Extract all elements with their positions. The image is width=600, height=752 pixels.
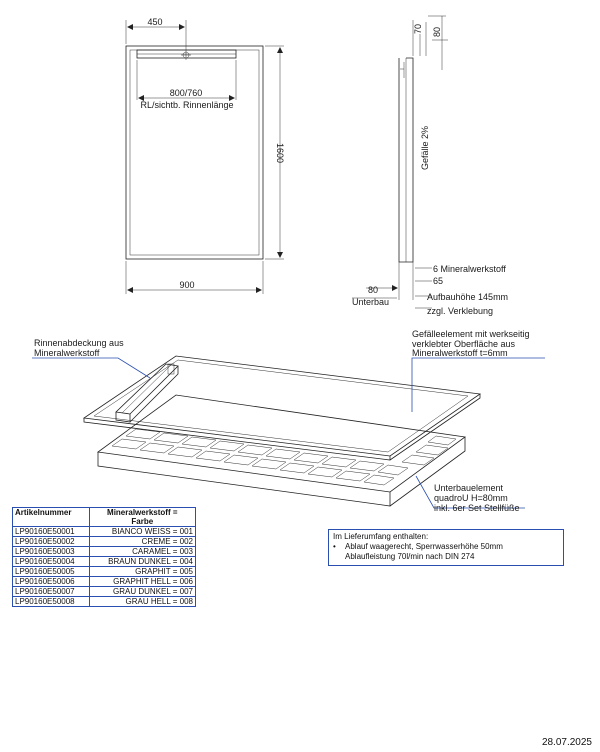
table-row [13, 527, 196, 537]
dim-65: 65 [433, 276, 444, 286]
article-number: LP90160E50001 [13, 527, 90, 537]
article-number: LP90160E50007 [13, 587, 90, 597]
header-article-number: Artikelnummer [13, 508, 90, 527]
delivery-scope-box [328, 529, 564, 566]
article-table [12, 507, 196, 607]
base-element-label-1: Unterbauelement [434, 483, 504, 493]
table-row [13, 567, 196, 577]
header-material-line2: Farbe [131, 517, 154, 526]
slope-element-label-2: verklebter Oberfläche aus [412, 339, 516, 349]
table-row [13, 597, 196, 607]
header-material-line1: Mineralwerkstoff = [107, 508, 178, 517]
delivery-title: Im Lieferumfang enthalten: [333, 532, 429, 541]
dim-80: 80 [368, 285, 379, 295]
article-number: LP90160E50008 [13, 597, 90, 607]
isometric-view [0, 329, 545, 513]
base-element-label-3: inkl. 6er Set Stellfüße [434, 503, 520, 513]
article-color: GRAU HELL = 008 [89, 597, 195, 607]
mineral-layer-label: 6 Mineralwerkstoff [433, 264, 506, 274]
article-color: GRAPHIT = 005 [89, 567, 195, 577]
article-color: GRAPHIT HELL = 006 [89, 577, 195, 587]
dim-80-top: 80 [432, 26, 442, 37]
table-row [13, 577, 196, 587]
base-element [0, 395, 465, 506]
channel-cover-label-1: Rinnenabdeckung aus [34, 338, 124, 348]
table-row [13, 537, 196, 547]
table-header-row [13, 508, 196, 527]
table-row [13, 557, 196, 567]
grid-cells [112, 429, 456, 485]
dim-channel-length: 800/760 [169, 88, 203, 98]
table-row [13, 547, 196, 557]
delivery-item-continued [333, 552, 559, 562]
drawing-date: 28.07.2025 [541, 737, 592, 748]
plan-view [126, 17, 285, 294]
dim-tray-width: 900 [179, 280, 195, 290]
adhesive-label: zzgl. Verklebung [427, 306, 494, 316]
article-number: LP90160E50006 [13, 577, 90, 587]
dim-tray-length: 1600 [275, 142, 285, 164]
slope-element-label-1: Gefälleelement mit werkseitig [412, 329, 530, 339]
base-element-label-2: quadroU H=80mm [434, 493, 508, 503]
dim-70: 70 [413, 23, 423, 34]
delivery-item-line2: Ablaufleistung 70l/min nach DIN 274 [345, 552, 475, 561]
dim-outlet-offset: 450 [147, 17, 163, 27]
article-color: CARAMEL = 003 [89, 547, 195, 557]
table-row [13, 587, 196, 597]
substructure-label: Unterbau [352, 297, 390, 307]
article-number: LP90160E50003 [13, 547, 90, 557]
slope-element [84, 356, 480, 460]
section-view [352, 16, 508, 316]
delivery-item [333, 542, 559, 552]
slope-element-label-3: Mineralwerkstoff t=6mm [412, 348, 508, 358]
article-number: LP90160E50004 [13, 557, 90, 567]
article-number: LP90160E50002 [13, 537, 90, 547]
build-height-label: Aufbauhöhe 145mm [427, 292, 509, 302]
channel-cover [116, 364, 178, 422]
tray-inner-edge [130, 50, 259, 255]
article-number: LP90160E50005 [13, 567, 90, 577]
channel-cover-label-2: Mineralwerkstoff [34, 348, 100, 358]
article-color: GRAU DUNKEL = 007 [89, 587, 195, 597]
tray-outline [126, 46, 263, 259]
slope-label: Gefälle 2% [420, 125, 430, 170]
delivery-item-line1: Ablauf waagerecht, Sperrwasserhöhe 50mm [345, 542, 503, 551]
bullet-icon: • [333, 542, 336, 551]
channel-caption: RL/sichtb. Rinnenlänge [140, 100, 234, 110]
article-color: BRAUN DUNKEL = 004 [89, 557, 195, 567]
article-color: CREME = 002 [89, 537, 195, 547]
header-material-color [89, 508, 195, 527]
article-color: BIANCO WEISS = 001 [89, 527, 195, 537]
